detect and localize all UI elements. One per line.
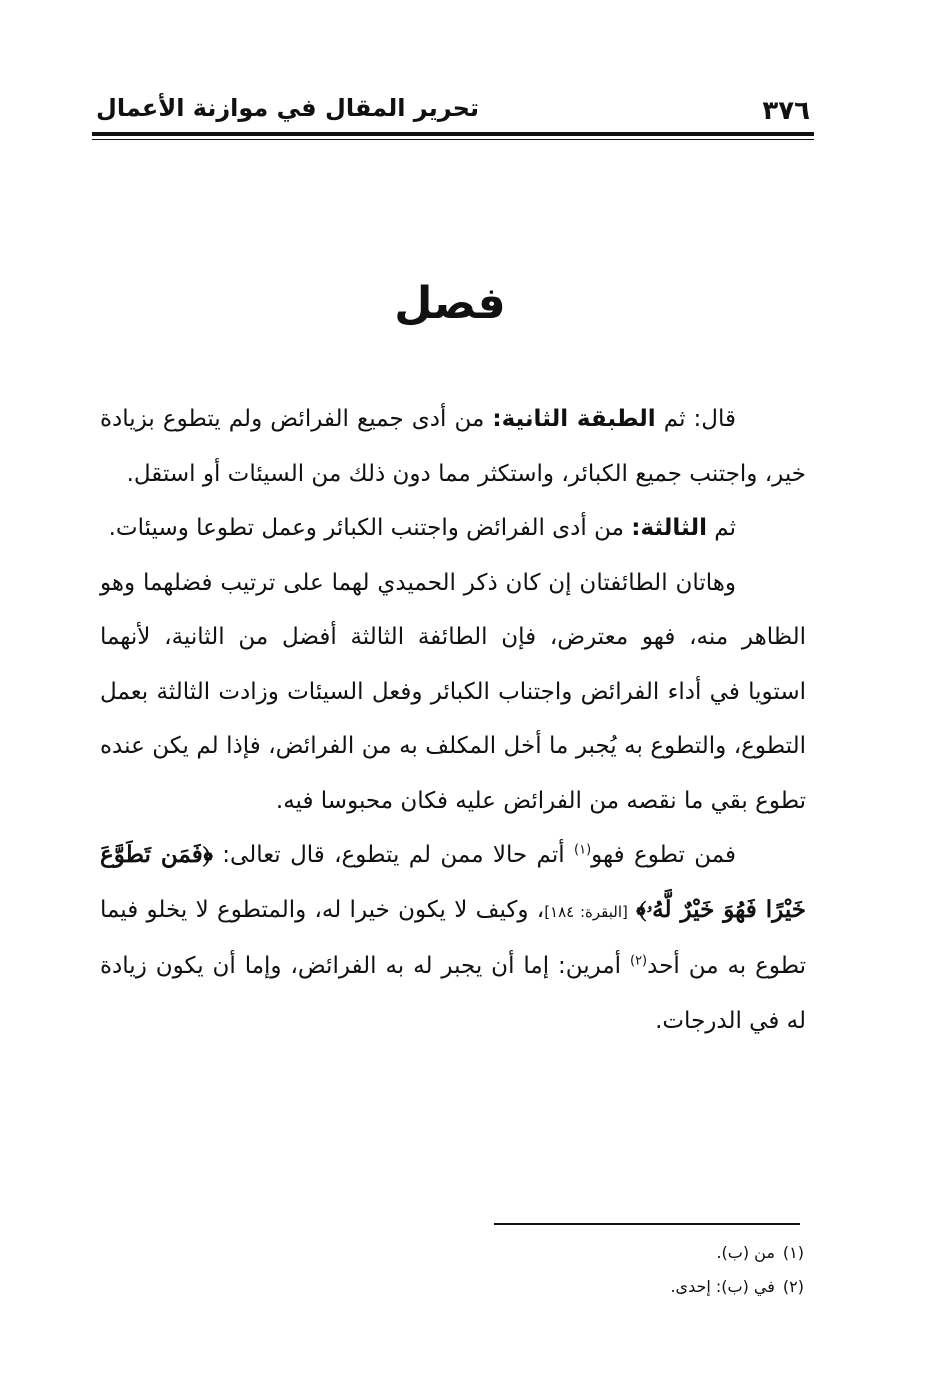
- paragraph-2-text: من أدى الفرائض واجتنب الكبائر وعمل تطوعا وسيئات.: [108, 515, 624, 541]
- paragraph-4-text-b: أتم حالا ممن لم يتطوع، قال تعالى:: [222, 842, 565, 868]
- page-number: ٣٧٦: [762, 96, 810, 126]
- paragraph-3: وهاتان الطائفتان إن كان ذكر الحميدي لهما على ترتيب فضلهما وهو الظاهر منه، فهو معترض، فإن الطائفة الثالثة أفضل من الثانية، لأنهما استويا في أداء الفرائض واجتناب الكبائر وفعل السيئات وزادت الثالثة بعمل التطوع، والتطوع به يُجبر ما أخل المكلف به من الفرائض، فإذا لم يكن عنده تطوع بقي ما نقصه من الفرائض عليه فكان محبوسا فيه.: [100, 569, 806, 814]
- section-heading: فصل: [394, 278, 506, 329]
- footnotes: [420, 1236, 804, 1304]
- paragraph-4-text-c: ، وكيف لا يكون خيرا له، والمتطوع لا يخلو فيما تطوع به من أحد: [100, 896, 806, 979]
- header-rule-thick: [92, 132, 814, 136]
- footnote-separator: [494, 1223, 800, 1225]
- paragraph-4-text-a: فمن تطوع فهو: [591, 842, 737, 868]
- footnote-2-text: في (ب): إحدى.: [670, 1277, 775, 1296]
- footnote-2-mark: (٢): [782, 1277, 804, 1296]
- verse-citation: [البقرة: ١٨٤]: [544, 902, 628, 921]
- paragraph-2: [100, 501, 806, 556]
- footnote-2: [420, 1270, 804, 1304]
- footnote-1: [420, 1236, 804, 1270]
- paragraph-1-text: من أدى جميع الفرائض ولم يتطوع بزيادة خير، واجتنب جميع الكبائر، واستكثر مما دون ذلك من السيئات أو استقل.: [100, 406, 806, 487]
- paragraph-1-lead: قال: ثم: [663, 406, 737, 432]
- quran-verse: ﴿فَمَن تَطَوَّعَ خَيْرًا فَهُوَ خَيْرٌ لَّهُۥ﴾: [100, 841, 806, 923]
- main-text: [100, 392, 806, 1048]
- paragraph-1-bold-term: الطبقة الثانية:: [492, 406, 656, 432]
- footnote-1-mark: (١): [782, 1243, 804, 1262]
- footnote-ref-1: (١): [574, 842, 592, 858]
- paragraph-1: [100, 392, 806, 501]
- footnote-1-text: من (ب).: [716, 1243, 775, 1262]
- paragraph-2-bold-term: الثالثة:: [631, 515, 707, 541]
- book-title: تحرير المقال في موازنة الأعمال: [96, 94, 479, 122]
- paragraph-4-text-d: أمرين: إما أن يجبر له به الفرائض، وإما أن يكون زيادة له في الدرجات.: [100, 953, 806, 1034]
- header-rule-thin: [92, 139, 814, 140]
- running-head: [96, 92, 810, 128]
- paragraph-4: [100, 828, 806, 1048]
- footnote-ref-2: (٢): [629, 953, 648, 969]
- paragraph-2-lead: ثم: [714, 515, 736, 541]
